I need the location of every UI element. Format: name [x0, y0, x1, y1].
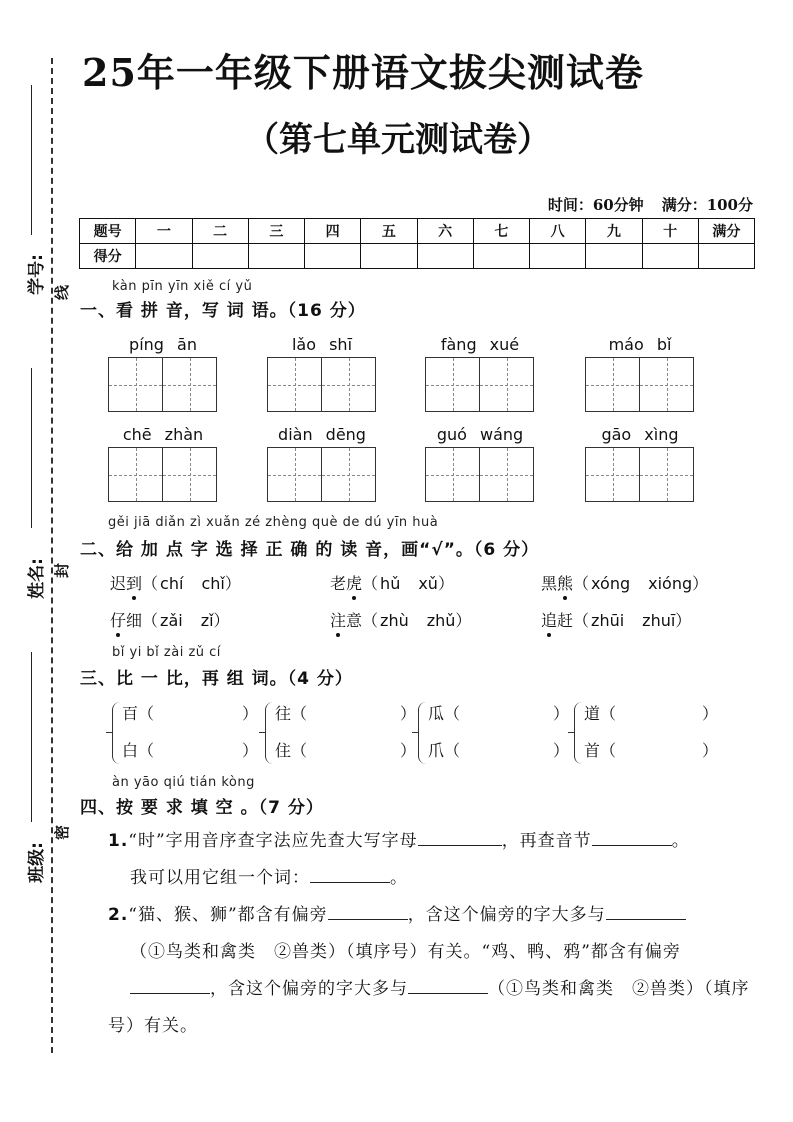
- reading-item: 迟到（ chí chǐ）: [110, 574, 241, 593]
- brace: [418, 702, 426, 764]
- paren-close: ）: [702, 741, 719, 760]
- name-label: 姓名:: [26, 558, 47, 599]
- answer-blank[interactable]: [592, 827, 672, 846]
- compare-group: [574, 700, 724, 770]
- score-table: [79, 218, 755, 269]
- compare-char: 往（: [275, 704, 308, 723]
- compare-group: [265, 700, 415, 770]
- word-pinyin: lǎo shī: [291, 335, 353, 354]
- compare-group: [418, 700, 568, 770]
- writing-cell[interactable]: [425, 357, 480, 412]
- word-box: [585, 423, 695, 502]
- score-cell[interactable]: [417, 244, 473, 269]
- score-cell[interactable]: [473, 244, 529, 269]
- char: 迟: [110, 574, 127, 593]
- exam-subtitle: （第七单元测试卷）: [245, 120, 551, 160]
- section3-pinyin: bǐ yi bǐ zài zǔ cí: [112, 645, 221, 660]
- score-header-cell: 二: [192, 219, 248, 244]
- compare-row[interactable]: [428, 701, 570, 724]
- question-text: “猫、猴、狮”都含有偏旁: [128, 905, 328, 925]
- writing-cell[interactable]: [479, 447, 534, 502]
- compare-row[interactable]: [122, 701, 259, 724]
- exam-title: 25年一年级下册语文拔尖测试卷: [82, 50, 644, 95]
- section4-pinyin: àn yāo qiú tián kòng: [112, 775, 255, 790]
- writing-cell[interactable]: [639, 357, 694, 412]
- question-text: ，含这个偏旁的字大多与: [210, 979, 408, 999]
- score-cell[interactable]: [248, 244, 304, 269]
- answer-blank[interactable]: [130, 975, 210, 994]
- compare-char: 住（: [275, 741, 308, 760]
- writing-cell[interactable]: [267, 357, 322, 412]
- question-4-1: [108, 823, 758, 897]
- score-cell[interactable]: [586, 244, 642, 269]
- writing-cell[interactable]: [267, 447, 322, 502]
- section1-pinyin: kàn pīn yīn xiě cí yǔ: [112, 279, 253, 294]
- reading-option[interactable]: xǔ: [418, 574, 438, 593]
- writing-cell[interactable]: [639, 447, 694, 502]
- paren-close: ）: [242, 741, 259, 760]
- score-cell[interactable]: [136, 244, 192, 269]
- word-pinyin: gāo xìng: [601, 425, 679, 444]
- reading-option[interactable]: hǔ: [380, 574, 401, 593]
- dotted-char: 注: [330, 611, 347, 630]
- answer-blank[interactable]: [606, 901, 686, 920]
- student-no-blank[interactable]: [31, 85, 32, 235]
- score-cell[interactable]: [698, 244, 754, 269]
- word-pinyin: diàn dēng: [278, 425, 366, 444]
- word-box: [267, 423, 377, 502]
- score-header-cell: 题号: [80, 219, 136, 244]
- writing-cell[interactable]: [321, 357, 376, 412]
- answer-blank[interactable]: [408, 975, 488, 994]
- class-label: 班级:: [26, 842, 47, 883]
- char: 黑: [541, 574, 558, 593]
- exam-meta: [548, 194, 753, 215]
- score-cell[interactable]: [530, 244, 586, 269]
- cut-secret-label: 密: [53, 824, 72, 841]
- word-pinyin: píng ān: [129, 335, 197, 354]
- score-table-score-row: [80, 244, 755, 269]
- paren-close: ）: [553, 704, 570, 723]
- reading-item: 仔细（ zǎi zǐ）: [110, 611, 230, 630]
- score-header-cell: 十: [642, 219, 698, 244]
- word-pinyin: fàng xué: [440, 335, 520, 354]
- reading-item: 黑熊（ xóng xióng）: [541, 574, 709, 593]
- question-text: 。: [390, 868, 408, 888]
- writing-cell[interactable]: [162, 357, 217, 412]
- question-text: （①鸟类和禽类 ②兽类）（填序号）有关。“鸡、鸭、鸦”都含有偏旁: [130, 942, 681, 962]
- score-header-cell: 满分: [698, 219, 754, 244]
- writing-cell[interactable]: [425, 447, 480, 502]
- word-box: [425, 423, 535, 502]
- reading-option[interactable]: zhǔ: [426, 611, 456, 630]
- brace: [574, 702, 582, 764]
- char: 老: [330, 574, 347, 593]
- answer-blank[interactable]: [418, 827, 502, 846]
- question-text: ，再查音节: [501, 831, 592, 851]
- score-header-cell: 五: [361, 219, 417, 244]
- cut-seal-label: 封: [53, 562, 72, 579]
- reading-item: 注意（ zhù zhǔ）: [330, 611, 472, 630]
- cut-line-label: 线: [53, 284, 72, 301]
- score-cell[interactable]: [642, 244, 698, 269]
- score-header-cell: 九: [586, 219, 642, 244]
- score-table-header-row: [80, 219, 755, 244]
- section4-title: 四、按 要 求 填 空 。（7 分）: [80, 798, 324, 818]
- question-text: 。: [671, 831, 690, 851]
- question-text: “时”字用音序查字法应先查大写字母: [128, 831, 418, 851]
- reading-option[interactable]: xióng: [648, 574, 693, 593]
- answer-blank[interactable]: [310, 864, 390, 883]
- score-cell[interactable]: [305, 244, 361, 269]
- reading-item: 追赶（ zhūi zhuī）: [541, 611, 692, 630]
- brace: [112, 702, 120, 764]
- dotted-char: 熊: [557, 574, 574, 593]
- dotted-char: 到: [126, 574, 143, 593]
- word-box: [425, 333, 535, 412]
- reading-option[interactable]: zǐ: [200, 611, 214, 630]
- compare-char: 白（: [122, 741, 155, 760]
- student-no-label: 学号:: [26, 254, 47, 295]
- score-cell[interactable]: [361, 244, 417, 269]
- class-blank[interactable]: [31, 652, 32, 822]
- writing-cell[interactable]: [321, 447, 376, 502]
- reading-option[interactable]: zǎi: [160, 611, 183, 630]
- char: 赶: [557, 611, 574, 630]
- score-header-cell: 三: [248, 219, 304, 244]
- word-pinyin: guó wáng: [436, 425, 524, 444]
- word-box: [585, 333, 695, 412]
- question-text: （①鸟类和禽类 ②兽类）（填序号）有关。: [108, 979, 750, 1036]
- writing-cell[interactable]: [108, 447, 163, 502]
- brace: [265, 702, 273, 764]
- paren-close: ）: [400, 704, 417, 723]
- writing-cell[interactable]: [108, 357, 163, 412]
- char: 意: [346, 611, 363, 630]
- compare-char: 爪（: [428, 741, 461, 760]
- writing-cell[interactable]: [585, 357, 640, 412]
- paren-close: ）: [553, 741, 570, 760]
- question-4-2: [108, 897, 758, 1045]
- compare-char: 瓜（: [428, 704, 461, 723]
- compare-row[interactable]: [275, 701, 417, 724]
- reading-option[interactable]: zhūi: [591, 611, 625, 630]
- dotted-char: 仔: [110, 611, 127, 630]
- dotted-char: 虎: [346, 574, 363, 593]
- compare-group: [112, 700, 262, 770]
- question-number: 1.: [108, 831, 129, 851]
- compare-char: 首（: [584, 741, 617, 760]
- writing-cell[interactable]: [585, 447, 640, 502]
- reading-item: 老虎（ hǔ xǔ）: [330, 574, 454, 593]
- section2-title: 二、给 加 点 字 选 择 正 确 的 读 音，画“√”。（6 分）: [80, 540, 540, 560]
- reading-option[interactable]: zhù: [380, 611, 409, 630]
- word-box: [108, 423, 218, 502]
- compare-char: 道（: [584, 704, 617, 723]
- compare-row[interactable]: [428, 738, 570, 761]
- reading-option[interactable]: chǐ: [201, 574, 225, 593]
- compare-row[interactable]: [275, 738, 417, 761]
- writing-cell[interactable]: [479, 357, 534, 412]
- binding-dashed-line: [51, 58, 53, 1053]
- compare-row[interactable]: [122, 738, 259, 761]
- paren-close: ）: [702, 704, 719, 723]
- section1-title: 一、看 拼 音，写 词 语。（16 分）: [80, 301, 366, 321]
- name-blank[interactable]: [31, 368, 32, 528]
- score-header-cell: 八: [530, 219, 586, 244]
- dotted-char: 追: [541, 611, 558, 630]
- score-header-cell: 七: [473, 219, 529, 244]
- word-box: [267, 333, 377, 412]
- question-text: 我可以用它组一个词：: [130, 868, 310, 888]
- time-limit: 时间：60分钟: [547, 196, 644, 214]
- question-number: 2.: [108, 905, 129, 925]
- full-score: 满分：100分: [661, 196, 753, 214]
- paren-close: ）: [400, 741, 417, 760]
- compare-row[interactable]: [584, 701, 719, 724]
- score-row-label: 得分: [80, 244, 136, 269]
- paren-close: ）: [242, 704, 259, 723]
- section2-pinyin: gěi jiā diǎn zì xuǎn zé zhèng què de dú yīn huà: [108, 515, 439, 530]
- score-header-cell: 四: [305, 219, 361, 244]
- word-pinyin: chē zhàn: [122, 425, 204, 444]
- answer-blank[interactable]: [328, 901, 408, 920]
- word-pinyin: máo bǐ: [608, 335, 672, 354]
- reading-option[interactable]: zhuī: [642, 611, 676, 630]
- score-header-cell: 六: [417, 219, 473, 244]
- word-box: [108, 333, 218, 412]
- reading-option[interactable]: chí: [160, 574, 184, 593]
- section3-title: 三、比 一 比，再 组 词。（4 分）: [80, 669, 353, 689]
- reading-option[interactable]: xóng: [591, 574, 631, 593]
- compare-char: 百（: [122, 704, 155, 723]
- char: 细: [126, 611, 143, 630]
- writing-cell[interactable]: [162, 447, 217, 502]
- score-cell[interactable]: [192, 244, 248, 269]
- question-text: ，含这个偏旁的字大多与: [407, 905, 606, 925]
- score-header-cell: 一: [136, 219, 192, 244]
- compare-row[interactable]: [584, 738, 719, 761]
